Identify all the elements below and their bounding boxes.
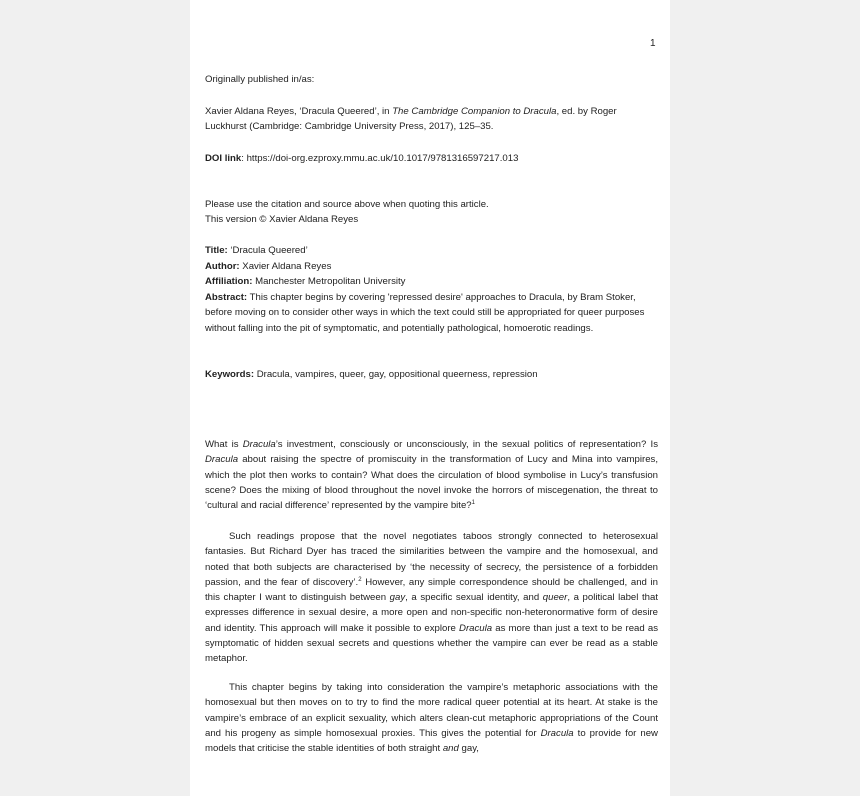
citation-title: The Cambridge Companion to Dracula [392,106,557,117]
citation-pre: Xavier Aldana Reyes, ‘Dracula Queered’, in [205,106,393,117]
published-heading: Originally published in/as: [205,74,315,85]
page-number: 1 [650,38,656,49]
text-run-italic: Dracula [242,439,276,450]
citation [205,104,658,135]
keywords-label: Keywords: [205,369,255,380]
text-run: What is [205,439,243,450]
text-run: , a specific sexual identity, and [405,592,543,604]
title-line [205,243,658,258]
text-run-italic: Dracula [540,727,574,739]
keywords-line [205,367,658,382]
text-run-italic: queer [542,592,568,604]
body-paragraph-3 [205,680,658,756]
affiliation-line [205,274,658,289]
title-label: Title: [205,245,228,256]
affiliation-label: Affiliation: [205,276,253,287]
text-run-italic: and [442,743,459,755]
text-run-italic: gay [389,592,406,604]
version-notice: This version © Xavier Aldana Reyes [205,214,359,225]
body-paragraph-1 [205,437,658,513]
text-run-italic: Dracula [205,454,239,466]
affiliation-value: Manchester Metropolitan University [252,276,406,287]
text-run: This chapter begins by taking into consideration the vampire’s metaphoric associations with the homosexual but then moves on to try to find the more radical queer potential at its heart. At stake is the vampire’s embrace of an explicit sexuality, which alters clean-cut metaphoric appropriations of the Count and his progeny as simple homosexual proxies. This gives the potential for [205,682,658,739]
abstract-label: Abstract: [205,292,248,303]
text-run: , a political label that expresses difference in sexual desire, a more open and non-specific non-heteronormative form of desire and identity. This approach will make it possible to explore [205,592,659,634]
abstract [205,290,658,336]
author-line [205,259,658,274]
text-run: gay, [458,743,479,755]
doi-label: DOI link [205,153,242,164]
text-run: as more than just a text to be read as symptomatic of hidden sexual secrets and questions whether the vampire can ever be read as a stable metaphor. [205,622,658,665]
text-run: about raising the spectre of promiscuity in the transformation of Lucy and Mina into vampires, which the plot then works to contain? What does the circulation of blood symbolise in Lucy’s transfusion scene? Does the mixing of blood throughout the novel invoke the horrors of miscegenation, the threat to ‘cultural and racial difference’ represented by the vampire bite? [205,454,658,512]
doi-line [205,151,658,166]
body-paragraph-2 [205,529,658,667]
text-run: ’s investment, consciously or unconsciously, in the sexual politics of representation? Is [275,439,658,450]
text-run: Such readings propose that the novel negotiates taboos strongly connected to heterosexual fantasies. But Richard Dyer has traced the similarities between the vampire and the homosexual, and noted that both subjects are characterised by ‘the necessity of secrecy, the persistence of a forbidden passion, and the fear of discovery’. [205,531,658,588]
citation-post: , ed. by Roger Luckhurst (Cambridge: Cambridge University Press, 2017), 125–35. [205,106,617,133]
text-run: to provide for new models that criticise the stable identities of both straight [205,727,658,755]
footnote-ref[interactable]: 2 [358,576,362,583]
abstract-value: This chapter begins by covering 'repressed desire' approaches to Dracula, by Bram Stoker, before moving on to consider other ways in which the text could still be appropriated for queer purposes without falling into the pit of symptomatic, and potentially pathological, homoerotic readings. [205,292,645,334]
doi-value: : https://doi-org.ezproxy.mmu.ac.uk/10.1017/9781316597217.013 [241,153,519,164]
author-label: Author: [205,261,240,272]
title-value: ‘Dracula Queered’ [227,245,308,256]
text-run: However, any simple correspondence should be challenged, and in this chapter I want to distinguish between [205,576,658,604]
footnote-ref[interactable]: 1 [471,500,475,506]
keywords-value: Dracula, vampires, queer, gay, oppositional queerness, repression [254,369,538,380]
citation-notice: Please use the citation and source above when quoting this article. [205,199,489,210]
text-run-italic: Dracula [459,622,493,634]
author-value: Xavier Aldana Reyes [239,261,332,272]
